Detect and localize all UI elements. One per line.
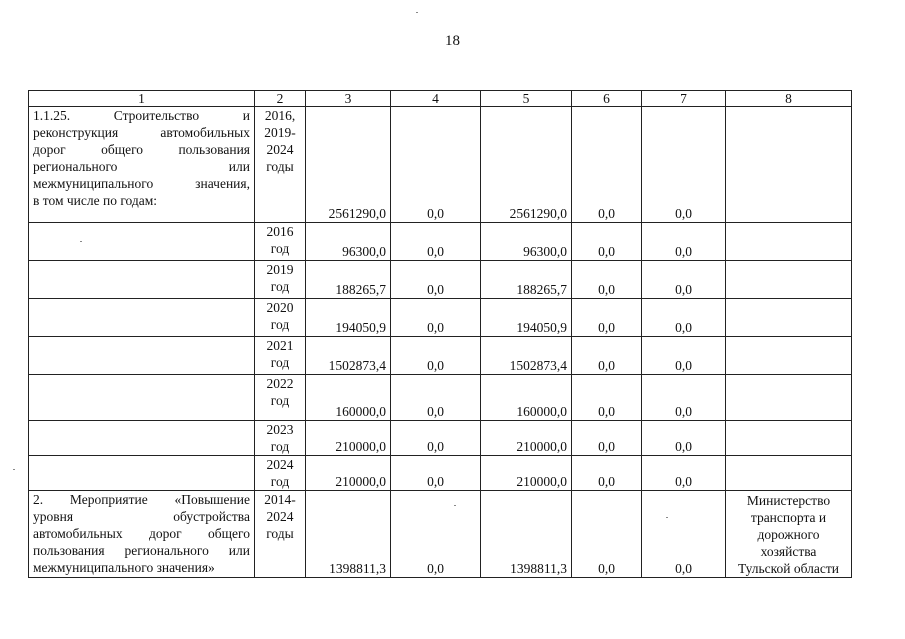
federal-amount: 0,0 <box>391 261 481 299</box>
federal-amount: 0,0 <box>391 223 481 261</box>
description-line: реконструкция автомобильных <box>33 125 250 140</box>
other-amount: 0,0 <box>642 107 726 223</box>
column-header: 8 <box>726 91 852 107</box>
table-row <box>29 456 852 491</box>
description-line: уровня обустройства <box>33 509 250 524</box>
period-line: годы <box>266 159 294 174</box>
period-line: год <box>270 393 290 408</box>
responsible-executor <box>726 261 852 299</box>
item-description <box>29 456 255 491</box>
period-line: 2024 <box>266 142 294 157</box>
federal-amount: 0,0 <box>391 299 481 337</box>
period-line: год <box>270 474 290 489</box>
federal-amount: 0,0 <box>391 456 481 491</box>
period-line: 2020 <box>266 300 294 315</box>
period-line: 2021 <box>266 338 294 353</box>
regional-amount: 194050,9 <box>481 299 572 337</box>
column-header: 5 <box>481 91 572 107</box>
description-line: дорог общего пользования <box>33 142 250 157</box>
total-amount: 210000,0 <box>306 456 391 491</box>
executor-line: хозяйства <box>760 544 817 559</box>
total-amount: 194050,9 <box>306 299 391 337</box>
executor-line: дорожного <box>757 527 820 542</box>
municipal-amount: 0,0 <box>572 261 642 299</box>
period-cell <box>255 261 306 299</box>
period-line: год <box>270 317 290 332</box>
total-amount: 188265,7 <box>306 261 391 299</box>
other-amount: 0,0 <box>642 223 726 261</box>
period-cell <box>255 223 306 261</box>
period-cell <box>255 107 306 223</box>
executor-line: Тульской области <box>738 561 839 576</box>
period-line: 2019- <box>264 125 296 140</box>
responsible-executor <box>726 223 852 261</box>
table-row <box>29 107 852 223</box>
period-line: год <box>270 439 290 454</box>
municipal-amount: 0,0 <box>572 421 642 456</box>
regional-amount: 160000,0 <box>481 375 572 421</box>
total-amount: 210000,0 <box>306 421 391 456</box>
total-amount: 2561290,0 <box>306 107 391 223</box>
other-amount: 0,0 <box>642 299 726 337</box>
municipal-amount: 0,0 <box>572 299 642 337</box>
scan-speck <box>666 517 668 518</box>
description-line: в том числе по годам: <box>33 193 158 208</box>
total-amount: 1502873,4 <box>306 337 391 375</box>
executor-line: Министерство <box>746 493 831 508</box>
regional-amount: 2561290,0 <box>481 107 572 223</box>
column-header: 3 <box>306 91 391 107</box>
responsible-executor <box>726 299 852 337</box>
federal-amount: 0,0 <box>391 421 481 456</box>
scan-speck <box>416 12 418 13</box>
period-line: год <box>270 241 290 256</box>
period-line: год <box>270 355 290 370</box>
table-row <box>29 299 852 337</box>
other-amount: 0,0 <box>642 337 726 375</box>
period-line: 2019 <box>266 262 294 277</box>
federal-amount: 0,0 <box>391 375 481 421</box>
period-line: 2024 <box>266 509 294 524</box>
period-cell <box>255 299 306 337</box>
item-description <box>29 375 255 421</box>
period-cell <box>255 375 306 421</box>
column-header: 1 <box>29 91 255 107</box>
column-header: 7 <box>642 91 726 107</box>
period-line: годы <box>266 526 294 541</box>
responsible-executor <box>726 107 852 223</box>
regional-amount: 1502873,4 <box>481 337 572 375</box>
regional-amount: 210000,0 <box>481 456 572 491</box>
column-header: 6 <box>572 91 642 107</box>
regional-amount: 96300,0 <box>481 223 572 261</box>
item-description <box>29 107 255 223</box>
description-line: 2. Мероприятие «Повышение <box>33 492 250 507</box>
total-amount: 160000,0 <box>306 375 391 421</box>
budget-table <box>28 90 852 578</box>
period-line: 2023 <box>266 422 294 437</box>
regional-amount: 188265,7 <box>481 261 572 299</box>
regional-amount: 1398811,3 <box>481 491 572 578</box>
responsible-executor <box>726 337 852 375</box>
description-line: 1.1.25. Строительство и <box>33 108 250 123</box>
scan-speck <box>13 469 15 470</box>
period-cell <box>255 337 306 375</box>
federal-amount: 0,0 <box>391 491 481 578</box>
other-amount: 0,0 <box>642 491 726 578</box>
other-amount: 0,0 <box>642 421 726 456</box>
municipal-amount: 0,0 <box>572 337 642 375</box>
period-line: 2016, <box>264 108 296 123</box>
table-row <box>29 261 852 299</box>
item-description <box>29 337 255 375</box>
column-header: 4 <box>391 91 481 107</box>
responsible-executor <box>726 375 852 421</box>
description-line: межмуниципального значения» <box>33 560 215 575</box>
period-cell <box>255 456 306 491</box>
header-row <box>29 91 852 107</box>
responsible-executor <box>726 491 852 578</box>
description-line: межмуниципального значения, <box>33 176 250 191</box>
description-line: пользования регионального или <box>33 543 250 558</box>
scan-speck <box>80 241 82 242</box>
period-line: 2016 <box>266 224 294 239</box>
item-description <box>29 223 255 261</box>
item-description <box>29 421 255 456</box>
municipal-amount: 0,0 <box>572 456 642 491</box>
table-row <box>29 375 852 421</box>
table-row <box>29 421 852 456</box>
column-header: 2 <box>255 91 306 107</box>
executor-line: транспорта и <box>750 510 827 525</box>
responsible-executor <box>726 421 852 456</box>
table-row <box>29 491 852 578</box>
period-line: 2024 <box>266 457 294 472</box>
item-description <box>29 491 255 578</box>
municipal-amount: 0,0 <box>572 491 642 578</box>
description-line: автомобильных дорог общего <box>33 526 250 541</box>
period-line: год <box>270 279 290 294</box>
municipal-amount: 0,0 <box>572 107 642 223</box>
responsible-executor <box>726 456 852 491</box>
period-line: 2022 <box>266 376 294 391</box>
total-amount: 96300,0 <box>306 223 391 261</box>
federal-amount: 0,0 <box>391 337 481 375</box>
other-amount: 0,0 <box>642 375 726 421</box>
federal-amount: 0,0 <box>391 107 481 223</box>
municipal-amount: 0,0 <box>572 223 642 261</box>
item-description <box>29 261 255 299</box>
description-line: регионального или <box>33 159 250 174</box>
other-amount: 0,0 <box>642 456 726 491</box>
other-amount: 0,0 <box>642 261 726 299</box>
municipal-amount: 0,0 <box>572 375 642 421</box>
scan-speck <box>454 505 456 506</box>
regional-amount: 210000,0 <box>481 421 572 456</box>
page-number: 18 <box>445 33 460 49</box>
period-cell <box>255 491 306 578</box>
item-description <box>29 299 255 337</box>
total-amount: 1398811,3 <box>306 491 391 578</box>
period-cell <box>255 421 306 456</box>
table-row <box>29 223 852 261</box>
period-line: 2014- <box>264 492 296 507</box>
table-row <box>29 337 852 375</box>
